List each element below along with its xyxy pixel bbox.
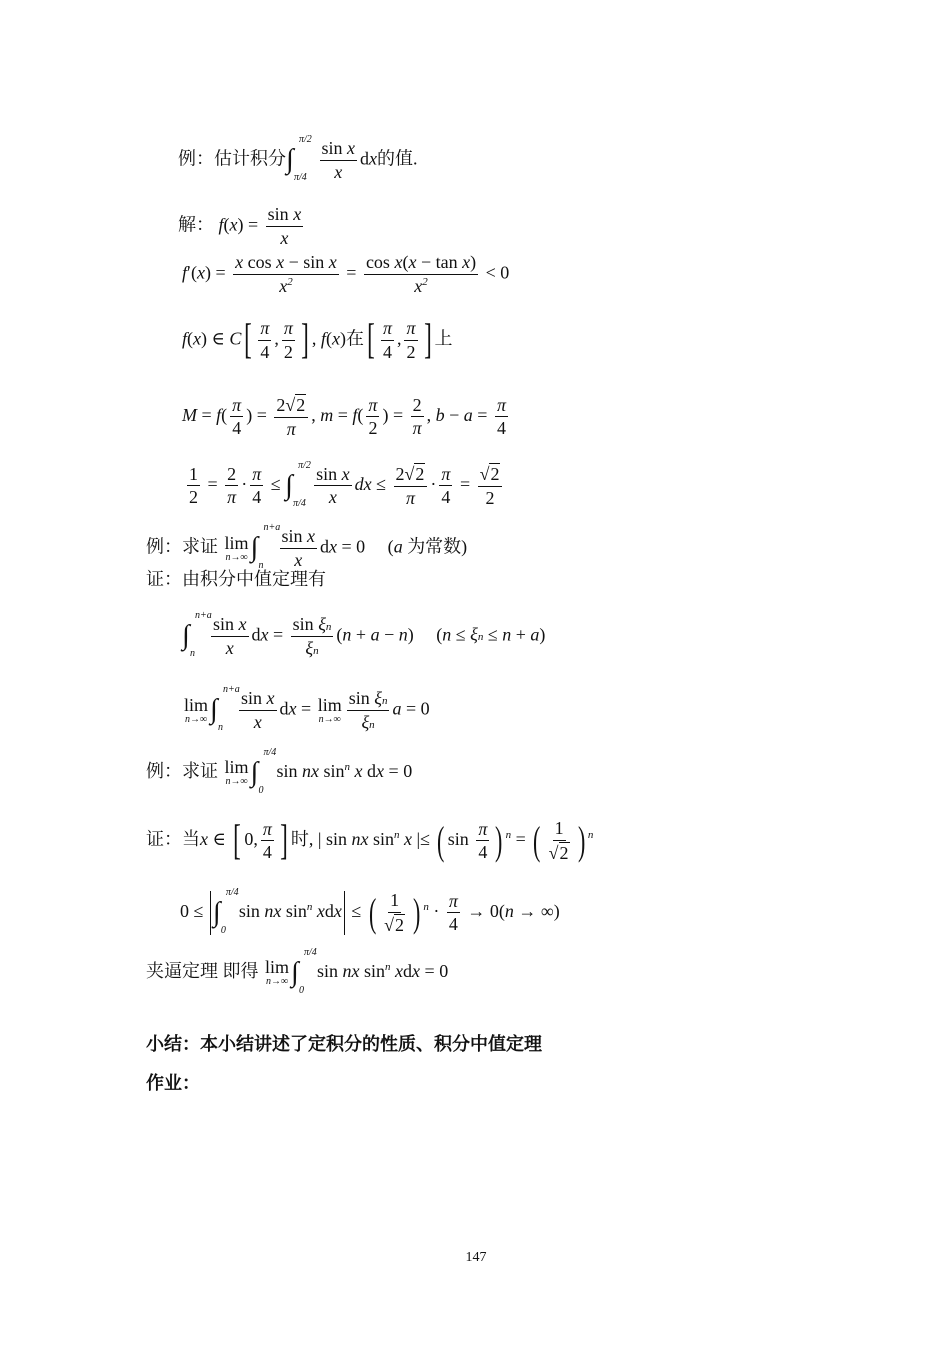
example3-line: 例：求证 lim n→∞ ∫ π/4 0 sin nx $\sin^n x$ dx = 0 <box>146 746 413 796</box>
example1-label: 例：估计积分 <box>178 148 286 169</box>
integrand-fraction: $\frac{\text{sin x}}{x}$ <box>321 138 356 182</box>
example3-label: 例：求证 <box>146 761 218 781</box>
cn-shang: 上 <box>434 328 453 349</box>
example1-line: 例：估计积分∫ π/2 π/4 $\frac{\text{sin x}}{x}$ dx的值. <box>178 134 418 184</box>
derivative-line: f′(x) = $\frac{\text{x cos x − sin x}}{x^2}$ = $\frac{\text{cos x(x − tan x)}}{x^2}$ < 0 <box>182 252 510 296</box>
example1-tail: 的值. <box>377 148 418 169</box>
proof2-label: 证：当 <box>146 828 200 849</box>
integral-sign: ∫ π/2 π/4 <box>286 134 312 184</box>
solution-fx-line: 解： f(x) = $\frac{\text{sin x}}{x}$ <box>178 204 302 248</box>
proof1-intro: 证：由积分中值定理有 <box>146 569 326 589</box>
cn-zai: 在 <box>345 328 364 349</box>
max-min-line: M = f( $\frac{\pi}{4}$ ) = $\frac{2√2}{\pi}$ , m = f( $\frac{\pi}{2}$ ) = $\frac{2}{\pi}$ , b − a = $\frac{\pi}{4}$ <box>182 394 506 439</box>
homework-heading: 作业： <box>146 1073 200 1094</box>
example2-line: 例：求证 lim n→∞ ∫ n+a n $\frac{\text{sin x}}{x}$ dx = 0 (a 为常数) <box>146 522 468 572</box>
proof2-when: 时, <box>290 828 314 849</box>
mean-value-line: ∫ n+a n $\frac{\text{sin x}}{x}$ dx = $\frac{\text{sin ξn}}{\xi n}$ (n + a − n) (n ≤ ξn ≤ n + a) <box>182 610 546 660</box>
continuity-line: f(x) ∈ C[ $\frac{\pi}{4}$ , $\frac{\pi}{2}$ ] , f(x)在[ $\frac{\pi}{4}$ , $\frac{\pi}{2}$ ] 上 <box>182 317 453 364</box>
proof2-line: 证：当x ∈ [ 0, $\frac{\pi}{4}$ ] 时, | sin nx $\sin^n x$ |≤ ( sin $\frac{\pi}{4}$ ) $^n$ = ( $\frac{1}{√2}$ ) $^n$ <box>146 817 594 864</box>
limit-line: lim n→∞ ∫ n+a n $\frac{\text{sin x}}{x}$ dx = lim n→∞ $\frac{\text{sin ξn}}{\xi n}$ a = 0 <box>184 684 430 734</box>
estimate-line: $\frac{1}{2}$ = $\frac{2}{\pi}$ · $\frac{\pi}{4}$ ≤ ∫ π/2 π/4 $\frac{\text{sin x}}{x}$ dx ≤ $\frac{2√2}{\pi}$ · $\frac{\pi}{4}$ = $\frac{√2}{2}$ <box>184 463 505 508</box>
bound-line: 0 ≤ ∫ π/4 0 sin nx $\sin^n$ xdx ≤ ( $\frac{1}{√2}$ ) $^n$ · $\frac{\pi}{4}$ → 0(n → ∞) <box>180 886 560 936</box>
example2-note: 为常数) <box>407 536 468 557</box>
squeeze-line: 夹逼定理 即得 lim n→∞ ∫ π/4 0 sin nx $\sin^n$ xdx = 0 <box>146 946 449 996</box>
page-number: 147 <box>465 1250 487 1265</box>
example2-label: 例：求证 <box>146 536 218 557</box>
solution-label: 解： <box>178 214 214 235</box>
summary-heading: 小结：本小结讲述了定积分的性质、积分中值定理 <box>146 1034 542 1055</box>
squeeze-label: 夹逼定理 即得 <box>146 961 259 981</box>
